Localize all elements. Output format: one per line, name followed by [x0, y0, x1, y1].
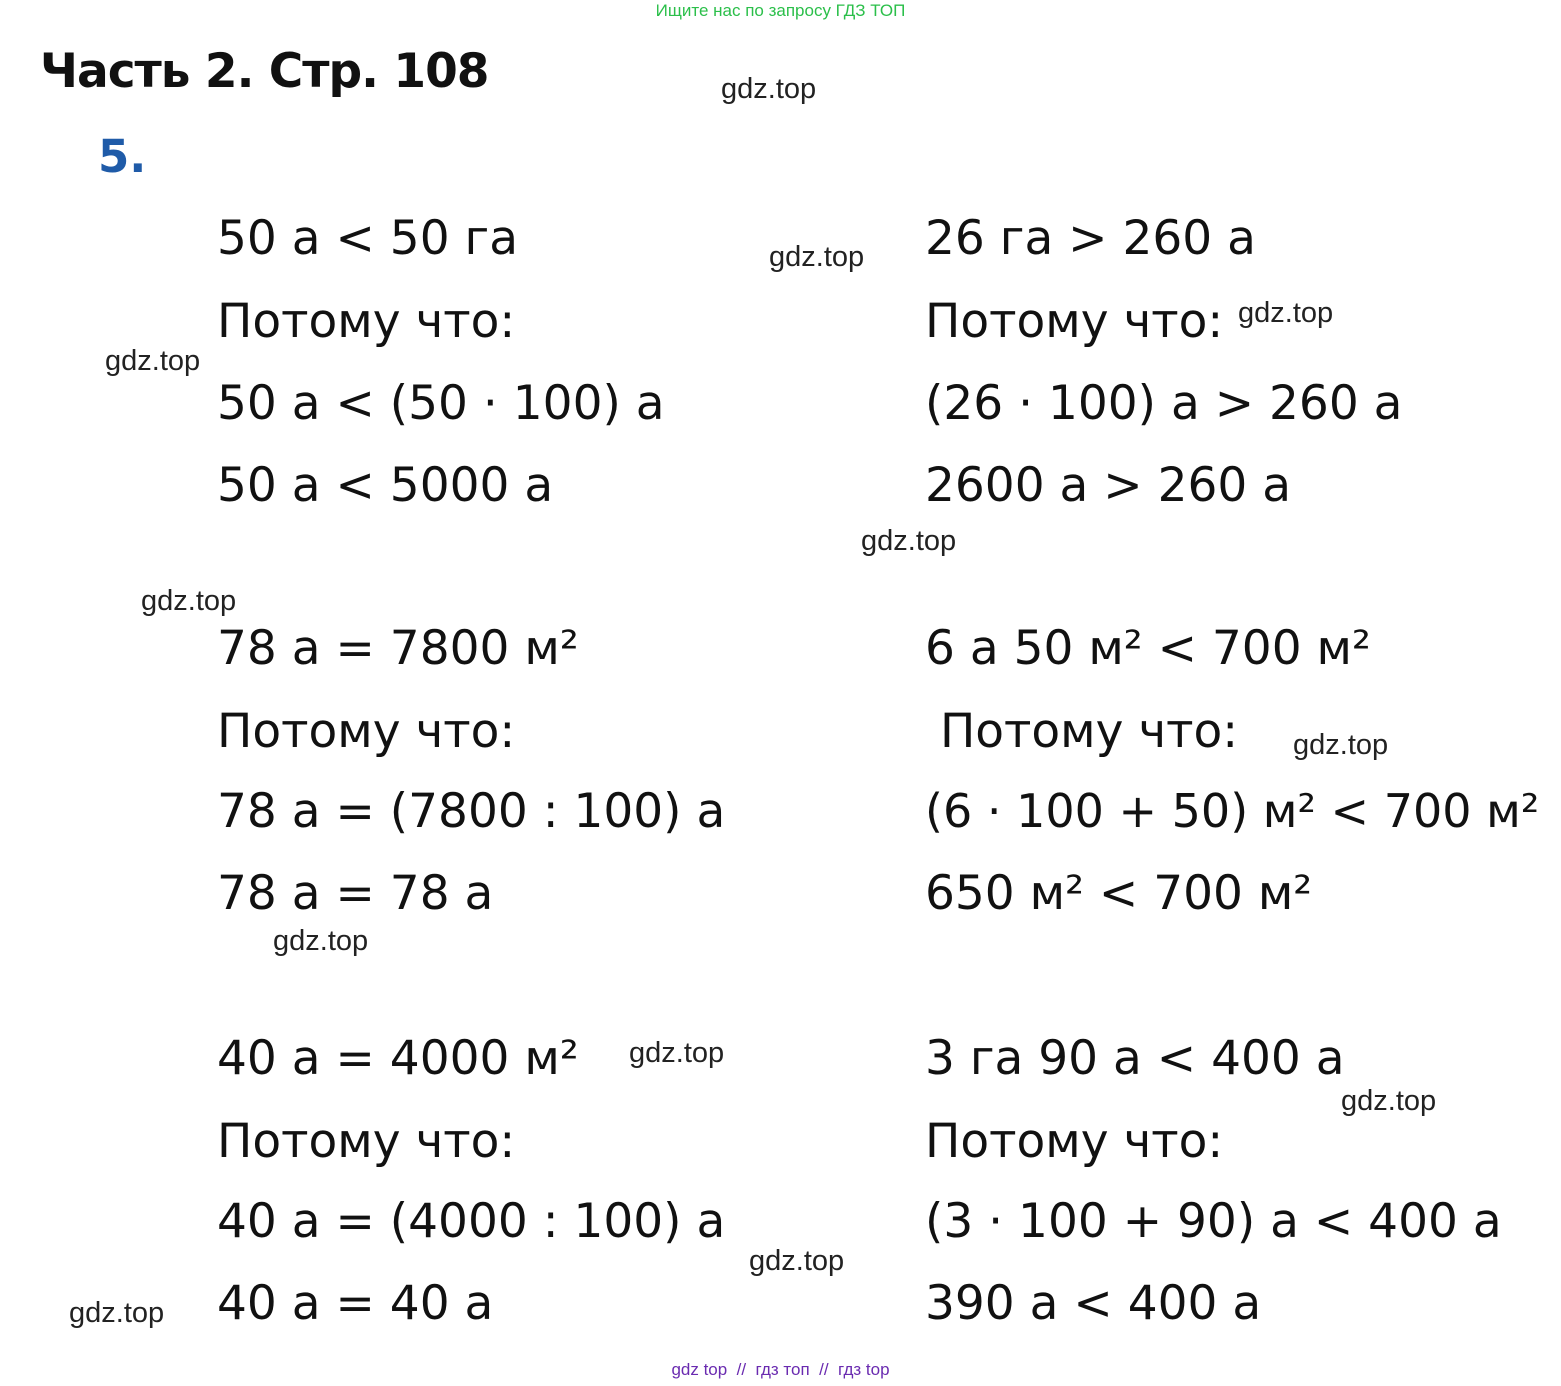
b1-right-result: 2600 а > 260 а	[925, 458, 1292, 513]
b3-right-statement: 3 га 90 а < 400 а	[925, 1031, 1345, 1086]
task-number: 5.	[98, 130, 147, 183]
b3-right-step: (3 · 100 + 90) а < 400 а	[925, 1194, 1502, 1249]
b1-right-step: (26 · 100) а > 260 а	[925, 376, 1403, 431]
b1-right-because: Потому что:	[925, 294, 1224, 349]
b2-right-statement: 6 а 50 м² < 700 м²	[925, 621, 1371, 676]
b2-left-result: 78 а = 78 а	[217, 866, 494, 921]
watermark: gdz.top	[769, 241, 865, 273]
b3-right-because: Потому что:	[925, 1114, 1224, 1169]
watermark: gdz.top	[1341, 1085, 1437, 1117]
b2-right-because: Потому что:	[925, 704, 1239, 759]
b3-right-result: 390 а < 400 а	[925, 1276, 1262, 1331]
b1-right-statement: 26 га > 260 а	[925, 211, 1256, 266]
watermark: gdz.top	[721, 73, 817, 105]
watermark: gdz.top	[69, 1297, 165, 1329]
top-search-banner: Ищите нас по запросу ГДЗ ТОП	[655, 1, 906, 20]
b3-left-step: 40 а = (4000 : 100) а	[217, 1194, 726, 1249]
b2-right-step: (6 · 100 + 50) м² < 700 м²	[925, 784, 1540, 838]
watermark: gdz.top	[749, 1245, 845, 1277]
footer-links: gdz top // гдз топ // гдз top	[671, 1360, 890, 1379]
watermark: gdz.top	[141, 585, 237, 617]
b1-left-statement: 50 а < 50 га	[217, 211, 519, 266]
watermark: gdz.top	[105, 345, 201, 377]
watermark: gdz.top	[1293, 729, 1389, 761]
watermark: gdz.top	[1238, 297, 1334, 329]
b3-left-statement: 40 а = 4000 м²	[217, 1031, 579, 1086]
b2-left-statement: 78 а = 7800 м²	[217, 621, 579, 676]
b1-left-because: Потому что:	[217, 294, 516, 349]
page-title: Часть 2. Стр. 108	[40, 44, 489, 99]
watermark: gdz.top	[273, 925, 369, 957]
b2-left-step: 78 а = (7800 : 100) а	[217, 784, 726, 839]
b2-right-result: 650 м² < 700 м²	[925, 866, 1313, 921]
b1-left-step: 50 а < (50 · 100) а	[217, 376, 665, 431]
b3-left-because: Потому что:	[217, 1114, 516, 1169]
watermark: gdz.top	[861, 525, 957, 557]
b3-left-result: 40 а = 40 а	[217, 1276, 494, 1331]
b2-left-because: Потому что:	[217, 704, 516, 759]
b1-left-result: 50 а < 5000 а	[217, 458, 554, 513]
watermark: gdz.top	[629, 1037, 725, 1069]
